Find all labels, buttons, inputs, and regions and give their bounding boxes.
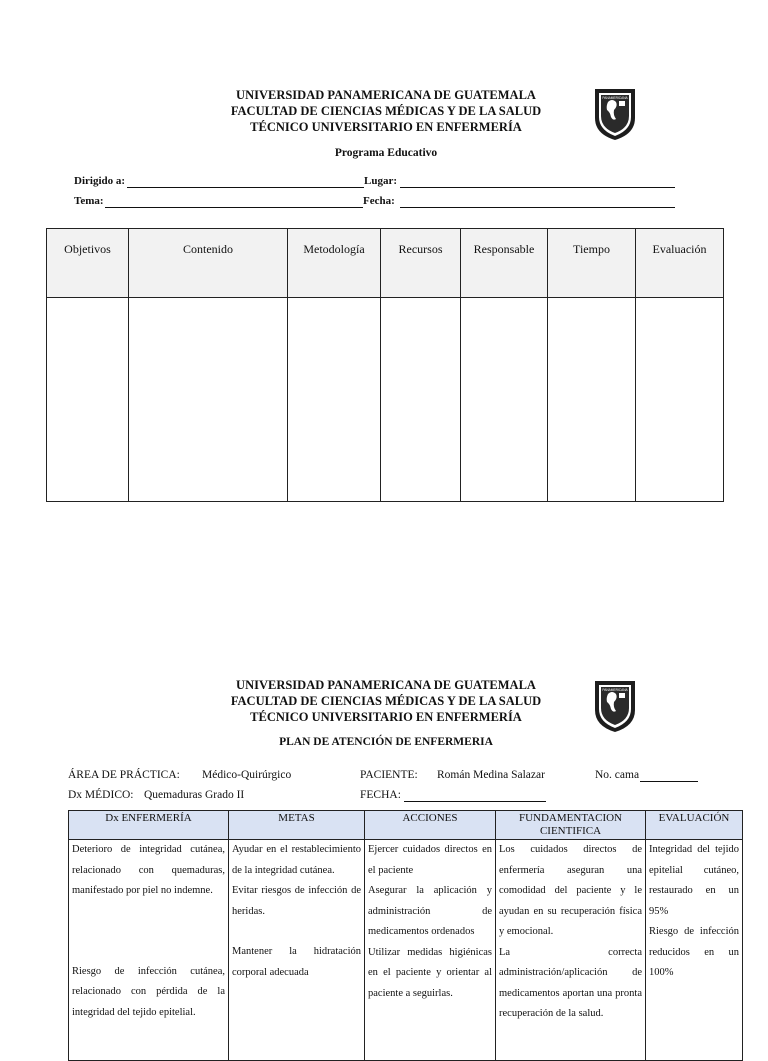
university-name: UNIVERSIDAD PANAMERICANA DE GUATEMALA — [236, 678, 536, 692]
col-evaluation: EVALUACIÓN — [646, 811, 743, 840]
program-table-header — [47, 229, 724, 298]
care-plan-header — [69, 811, 743, 840]
table-cell — [288, 298, 381, 502]
care-plan-row — [69, 840, 743, 1061]
university-name: UNIVERSIDAD PANAMERICANA DE GUATEMALA — [236, 88, 536, 102]
bed-line — [640, 781, 698, 782]
table-cell — [548, 298, 636, 502]
col-resources: Recursos — [381, 229, 461, 298]
list-item: Integridad del tejido epitelial cutáneo, restaurado en un 95% — [649, 844, 739, 917]
topic-line — [105, 207, 363, 208]
list-item: Ejercer cuidados directos en el paciente — [368, 844, 492, 876]
nursing-dx-cell — [69, 840, 229, 1061]
list-item: Riesgo de infección cutánea, relacionado con pérdida de la integridad del tejido epitelial. — [72, 965, 225, 1018]
list-item: Utilizar medidas higiénicas en el paciente y orientar al paciente a seguirlas. — [368, 946, 492, 999]
list-item: Evitar riesgos de infección de heridas. — [232, 885, 361, 917]
plan-date-label: FECHA: — [360, 789, 401, 801]
col-goals: METAS — [229, 811, 365, 840]
faculty-name: FACULTAD DE CIENCIAS MÉDICAS Y DE LA SALUD — [230, 104, 542, 118]
table-cell — [47, 298, 129, 502]
table-cell — [636, 298, 724, 502]
medical-dx-label: Dx MÉDICO: — [68, 789, 134, 801]
program-title: Programa Educativo — [334, 147, 438, 159]
patient-value: Román Medina Salazar — [437, 769, 545, 781]
rationale-cell — [496, 840, 646, 1061]
col-evaluation: Evaluación — [636, 229, 724, 298]
program-name: TÉCNICO UNIVERSITARIO EN ENFERMERÍA — [250, 120, 522, 134]
col-responsible: Responsable — [461, 229, 548, 298]
list-item: Mantener la hidratación corporal adecuada — [232, 946, 361, 978]
actions-cell — [365, 840, 496, 1061]
university-header-1 — [160, 87, 612, 135]
list-item: Deterioro de integridad cutánea, relacionado con quemaduras, manifestado por piel no indemne. — [72, 844, 225, 896]
svg-text:PANAMERICANA: PANAMERICANA — [602, 96, 628, 100]
list-item: Los cuidados directos de enfermería aseguran una comodidad del paciente y le ayudan en su recuperación física y emocional. — [499, 844, 642, 937]
care-plan-title: PLAN DE ATENCIÓN DE ENFERMERIA — [279, 736, 493, 748]
col-methodology: Metodología — [288, 229, 381, 298]
program-name: TÉCNICO UNIVERSITARIO EN ENFERMERÍA — [250, 710, 522, 724]
practice-area-label: ÁREA DE PRÁCTICA: — [68, 769, 180, 781]
patient-label: PACIENTE: — [360, 769, 418, 781]
list-item: Asegurar la aplicación y administración de medicamentos ordenados — [368, 885, 492, 937]
faculty-name: FACULTAD DE CIENCIAS MÉDICAS Y DE LA SALUD — [230, 694, 542, 708]
date-line — [400, 207, 675, 208]
university-seal-icon — [592, 678, 638, 734]
list-item: La correcta administración/aplicación de medicamentos aportan una pronta recuperación de la salud. — [499, 946, 642, 1019]
col-rationale: FUNDAMENTACION CIENTIFICA — [496, 811, 646, 840]
directed-label: Dirigido a: — [74, 175, 126, 187]
col-objectives: Objetivos — [47, 229, 129, 298]
col-actions: ACCIONES — [365, 811, 496, 840]
svg-text:PANAMERICANA: PANAMERICANA — [602, 688, 628, 692]
care-plan-table — [68, 810, 743, 1061]
date-label: Fecha: — [363, 195, 395, 207]
university-seal-icon — [592, 86, 638, 142]
table-cell — [461, 298, 548, 502]
university-header-2 — [160, 677, 612, 725]
place-label: Lugar: — [364, 175, 397, 187]
practice-area-value: Médico-Quirúrgico — [202, 769, 292, 781]
directed-line — [127, 187, 364, 188]
medical-dx-value: Quemaduras Grado II — [144, 789, 245, 801]
evaluation-cell — [646, 840, 743, 1061]
col-time: Tiempo — [548, 229, 636, 298]
list-item: Ayudar en el restablecimiento de la integridad cutánea. — [232, 844, 361, 876]
program-table — [46, 228, 724, 502]
goals-cell — [229, 840, 365, 1061]
col-nursing-dx: Dx ENFERMERÍA — [69, 811, 229, 840]
table-cell — [381, 298, 461, 502]
plan-date-line — [404, 801, 546, 802]
list-item: Riesgo de infección reducidos en un 100% — [649, 926, 739, 978]
bed-label: No. cama — [595, 769, 640, 781]
table-cell — [129, 298, 288, 502]
col-content: Contenido — [129, 229, 288, 298]
topic-label: Tema: — [74, 195, 104, 207]
program-table-row — [47, 298, 724, 502]
place-line — [400, 187, 675, 188]
